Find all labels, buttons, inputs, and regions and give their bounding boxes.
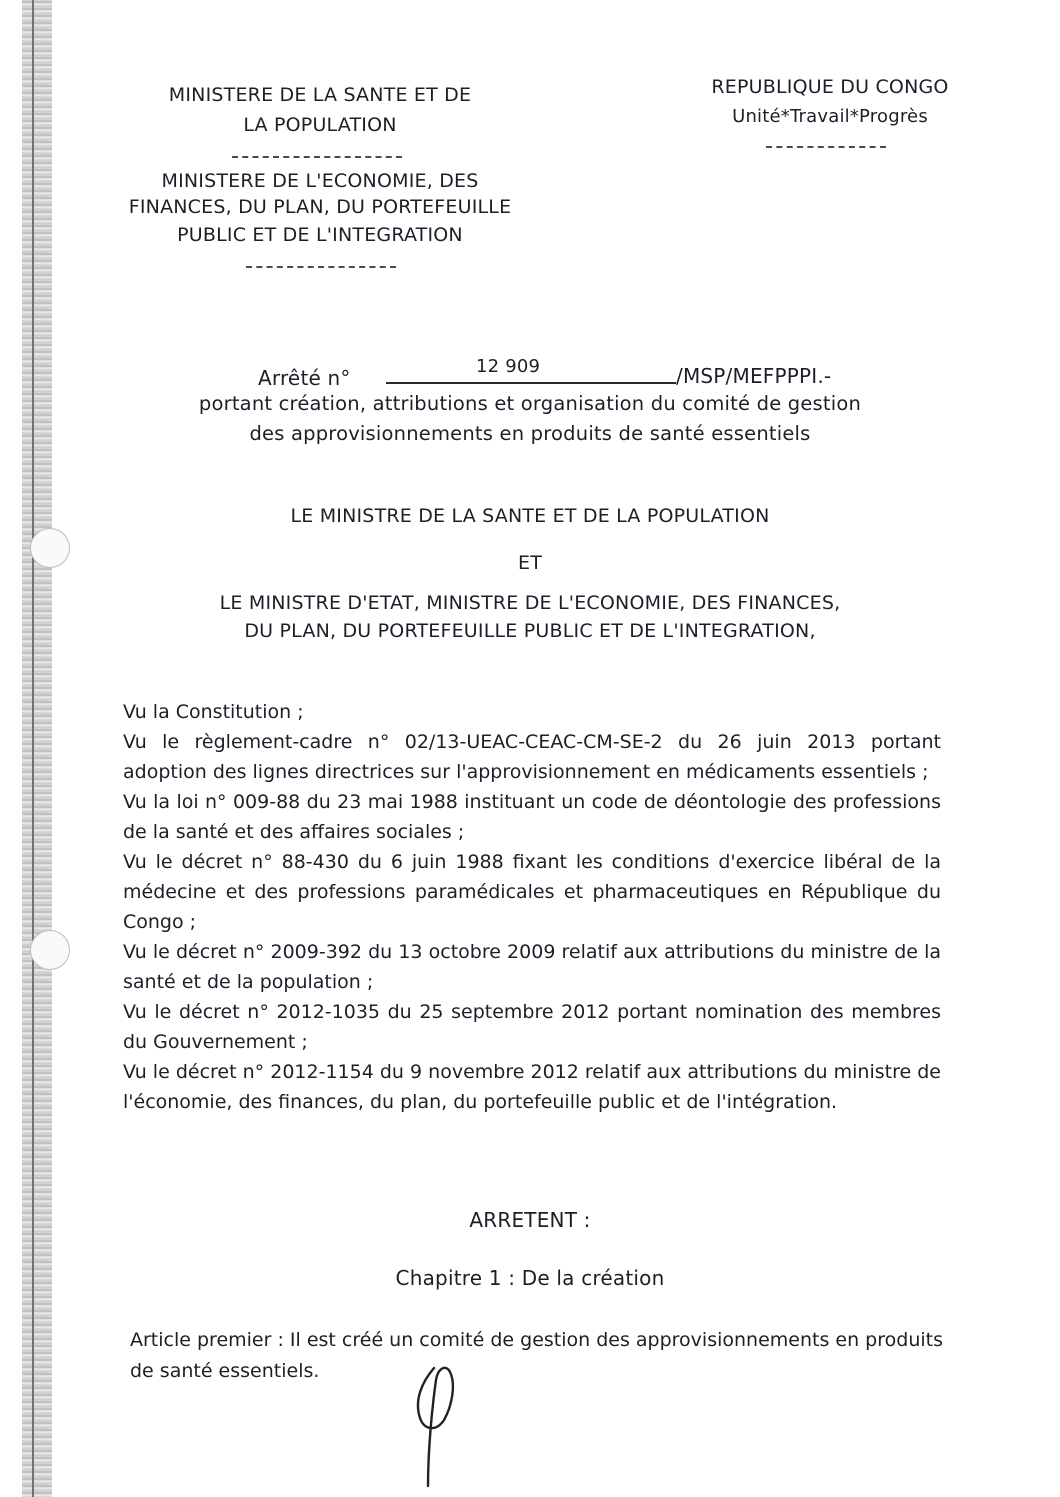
arrete-number-line: [258, 356, 858, 390]
ministry-2-line-2: FINANCES, DU PLAN, DU PORTEFEUILLE: [128, 196, 512, 218]
visa-item: Vu le décret n° 2012-1154 du 9 novembre 2012 relatif aux attributions du ministre de l'économie, des finances, du plan, du portefeuille public et de l'intégration.: [123, 1061, 941, 1113]
ministry-1-line-1: MINISTERE DE LA SANTE ET DE: [168, 84, 472, 106]
punch-hole: [30, 930, 70, 970]
visa-item: Vu le décret n° 2012-1035 du 25 septembre 2012 portant nomination des membres du Gouvernement ;: [123, 1001, 941, 1053]
handwritten-initials: [408, 1360, 468, 1490]
minister-1: LE MINISTRE DE LA SANTE ET DE LA POPULATION: [290, 505, 770, 527]
visas-list: [123, 697, 941, 1117]
arrete-subject-line-2: des approvisionnements en produits de santé essentiels: [249, 422, 811, 445]
scan-edge: [22, 0, 52, 1497]
minister-2-line-1: LE MINISTRE D'ETAT, MINISTRE DE L'ECONOMIE, DES FINANCES,: [219, 592, 841, 614]
visa-item: Vu la Constitution ;: [123, 701, 304, 723]
arrete-number: 12 909: [476, 356, 541, 377]
separator: [246, 266, 396, 268]
separator: [766, 146, 886, 148]
visa-item: Vu le règlement-cadre n° 02/13-UEAC-CEAC-CM-SE-2 du 26 juin 2013 portant adoption des lignes directrices sur l'approvisionnement en médicaments essentiels ;: [123, 731, 941, 783]
decree-word: ARRETENT :: [469, 1208, 591, 1232]
ministry-2-line-1: MINISTERE DE L'ECONOMIE, DES: [161, 170, 479, 192]
article-1: [130, 1325, 960, 1387]
article-1-label: Article premier :: [130, 1329, 284, 1351]
chapter-title: Chapitre 1 : De la création: [395, 1266, 665, 1290]
conjunction-et: ET: [517, 552, 542, 574]
ministry-2-line-3: PUBLIC ET DE L'INTEGRATION: [177, 224, 463, 246]
arrete-number-underline: [386, 382, 676, 384]
national-motto: Unité*Travail*Progrès: [732, 106, 928, 127]
visa-item: Vu la loi n° 009-88 du 23 mai 1988 instituant un code de déontologie des professions de la santé et des affaires sociales ;: [123, 791, 941, 843]
article-1-text: Il est créé un comité de gestion des approvisionnements en produits de santé essentiels.: [130, 1329, 943, 1382]
ministry-1-line-2: LA POPULATION: [243, 114, 397, 136]
arrete-prefix: Arrêté n°: [258, 366, 351, 390]
country-name: REPUBLIQUE DU CONGO: [711, 76, 949, 98]
arrete-subject-line-1: portant création, attributions et organisation du comité de gestion: [198, 392, 862, 415]
punch-hole: [30, 528, 70, 568]
visa-item: Vu le décret n° 2009-392 du 13 octobre 2009 relatif aux attributions du ministre de la santé et de la population ;: [123, 941, 941, 993]
separator: [232, 156, 402, 158]
minister-2-line-2: DU PLAN, DU PORTEFEUILLE PUBLIC ET DE L'INTEGRATION,: [244, 620, 816, 642]
visa-item: Vu le décret n° 88-430 du 6 juin 1988 fixant les conditions d'exercice libéral de la médecine et des professions paramédicales et pharmaceutiques en République du Congo ;: [123, 851, 941, 933]
arrete-suffix: /MSP/MEFPPPI.-: [676, 364, 832, 388]
